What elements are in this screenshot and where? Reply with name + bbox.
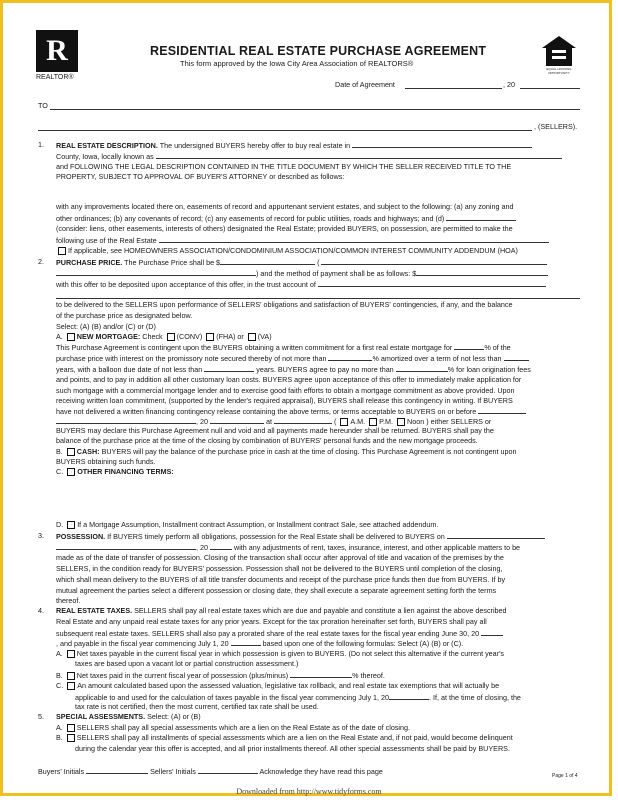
sellers-initials-field[interactable] xyxy=(198,766,258,774)
download-watermark[interactable]: Downloaded from http://www.tidyforms.com xyxy=(236,787,382,796)
purchase-price-words-field[interactable] xyxy=(321,257,547,265)
section-4-heading: REAL ESTATE TAXES. xyxy=(56,606,133,615)
am-checkbox[interactable] xyxy=(340,418,348,426)
section-3-line-1: POSSESSION. If BUYERS timely perform all obligations, possession for the Real Estate shall be delivered to BUYERS on xyxy=(56,531,545,542)
date-year-field[interactable] xyxy=(520,88,580,89)
other-subject-field[interactable] xyxy=(446,213,516,221)
document-subtitle: This form approved by the Iowa City Area Association of REALTORS® xyxy=(180,59,414,68)
section-1-line-5: with any improvements located there on, easements of record and appurtenant servient estates, and subject to the following: (a) any zoning and xyxy=(56,202,514,211)
section-4-line-4: , and payable in the fiscal year commencing July 1, 20 based upon one of the following formulas: Select (A) (B) or (C). xyxy=(56,639,464,648)
sellers-label: , (SELLERS). xyxy=(534,122,578,131)
section-4a-line-2: taxes are based upon a vacant lot or partial construction assessment.) xyxy=(75,659,299,668)
section-2a-line-6: receiving written loan commitment, (supported by the lender's required appraisal), BUYERS shall release this contingency in writing. If BUYERS xyxy=(56,396,513,405)
trust-account-cont-field[interactable] xyxy=(56,298,580,299)
tax-option-b-checkbox[interactable] xyxy=(67,672,75,680)
section-3-line-7: thereof. xyxy=(56,596,81,605)
tax-option-a-checkbox[interactable] xyxy=(67,650,75,658)
section-5b-line-2: during the calendar year this offer is accepted, and all prior installments thereof. All other special assessments shall be paid by BUYERS. xyxy=(75,744,510,753)
release-date-field[interactable] xyxy=(478,406,526,414)
section-3-line-3: made as of the date of transfer of possession. Closing of the transaction shall occur after approval of title and vacation of the premises by the xyxy=(56,553,504,562)
section-2d-line: D. If a Mortgage Assumption, Installment contract Assumption, or Installment contract Sale, see attached addendum. xyxy=(56,520,439,529)
cash-checkbox[interactable] xyxy=(67,448,75,456)
section-2a-line-9: BUYERS may declare this Purchase Agreement null and void and all payments made hereunder shall be returned. BUYERS shall pay the xyxy=(56,426,494,435)
tax-percent-field[interactable] xyxy=(290,670,352,678)
conv-checkbox[interactable] xyxy=(167,333,175,341)
buyers-initials-field[interactable] xyxy=(86,766,148,774)
section-5-line-1: SPECIAL ASSESSMENTS. Select: (A) or (B) xyxy=(56,712,201,721)
section-5a-line: A. SELLERS shall pay all special assessments which are a lien on the Real Estate as of the date of closing. xyxy=(56,723,411,732)
section-2-line-6: Select: (A) (B) and/or (C) or (D) xyxy=(56,322,156,331)
section-2c-line: C. OTHER FINANCING TERMS: xyxy=(56,467,174,476)
hoa-checkbox[interactable] xyxy=(58,247,66,255)
locally-known-field[interactable] xyxy=(156,151,562,159)
section-4c-line-1: C. An amount calculated based upon the assessed valuation, legislative tax rollback, and real estate tax exemptions that will actually be xyxy=(56,681,500,690)
noon-checkbox[interactable] xyxy=(397,418,405,426)
section-3-number: 3. xyxy=(38,531,44,540)
release-year-field[interactable] xyxy=(210,416,264,424)
section-2a-line-4: and points, and to pay in addition all other customary loan costs. BUYERS agree upon acceptance of this offer to immediately make application for xyxy=(56,375,522,384)
equal-housing-icon xyxy=(540,34,578,68)
section-1-line-3: and FOLLOWING THE LEGAL DESCRIPTION CONTAINED IN THE TITLE DOCUMENT BY WHICH THE SELLER RECEIVED TITLE TO THE xyxy=(56,162,512,171)
section-4c-line-2: applicable to and used for the calculation of taxes payable in the fiscal year commencing July 1, 20 . If, at the time of closing, the xyxy=(75,693,521,702)
date-label: Date of Agreement xyxy=(335,80,395,89)
section-2-number: 2. xyxy=(38,257,44,266)
possession-date-field[interactable] xyxy=(447,531,545,539)
assumption-checkbox[interactable] xyxy=(67,521,75,529)
purchase-price-field[interactable] xyxy=(220,257,315,265)
section-1-heading: REAL ESTATE DESCRIPTION. xyxy=(56,141,158,150)
release-date-cont-field[interactable] xyxy=(56,416,196,424)
section-1-line-2: County, Iowa, locally known as xyxy=(56,151,562,162)
section-1-number: 1. xyxy=(38,140,44,149)
other-financing-checkbox[interactable] xyxy=(67,468,75,476)
section-2a-line-5: such mortgage with a commercial mortgage lender and to exercise good faith efforts to obtain a mortgage commitment as above provided. Upon xyxy=(56,386,515,395)
initials-line: Buyers' Initials Sellers' Initials Acknowledge they have read this page xyxy=(38,767,383,776)
section-2-line-3: with this offer to be deposited upon acceptance of this offer, in the trust account of xyxy=(56,279,546,290)
section-4c-line-3: tax rate is not certified, then the most current, certified tax rate shall be used. xyxy=(75,702,319,711)
earnest-money-field[interactable] xyxy=(416,268,548,276)
section-5-number: 5. xyxy=(38,712,44,721)
section-4-line-2: Real Estate and any unpaid real estate taxes for any prior years. Except for the tax proration hereinafter set forth, BUYERS shall pay all xyxy=(56,617,487,626)
date-field[interactable] xyxy=(405,88,502,89)
section-2a-line-7: have not delivered a written financing contingency release containing the above terms, or terms acceptable to BUYERS on or before xyxy=(56,406,526,417)
section-1-line-4: PROPERTY, SUBJECT TO APPROVAL OF BUYER'S ATTORNEY or described as follows: xyxy=(56,172,345,181)
section-2a-line: A. NEW MORTGAGE: Check (CONV) (FHA) or (VA) xyxy=(56,332,272,341)
realtor-logo xyxy=(36,30,78,72)
section-3-line-4: SELLERS, in the condition ready for BUYERS' possession. Possession shall not be delivered to the BUYERS until completion of the closing, xyxy=(56,564,503,573)
possession-date-cont-field[interactable] xyxy=(56,542,196,550)
section-5-heading: SPECIAL ASSESSMENTS. xyxy=(56,712,146,721)
section-5b-line-1: B. SELLERS shall pay all installments of special assessments which are a lien on the Real Estate and, if not paid, would become delinquent xyxy=(56,733,513,742)
assessment-option-b-checkbox[interactable] xyxy=(67,734,75,742)
realtor-logo-letter: R xyxy=(46,34,68,67)
section-1-line-7: (consider: liens, other easements, interests of others) designated the Real Estate; provided BUYERS, on possession, are permitted to make the xyxy=(56,224,513,233)
pm-checkbox[interactable] xyxy=(369,418,377,426)
tax-option-c-checkbox[interactable] xyxy=(67,682,75,690)
tax-year-start-field[interactable] xyxy=(231,638,261,646)
section-2a-line-8: , 20 at ( A.M. P.M. Noon ) either SELLERS or xyxy=(56,416,491,427)
origination-fee-field[interactable] xyxy=(396,364,448,372)
interest-rate-field[interactable] xyxy=(328,353,372,361)
section-2a-line-3: years, with a balloon due date of not less than years. BUYERS agree to pay no more than % for loan origination fees xyxy=(56,365,531,374)
to-label: TO xyxy=(38,101,48,110)
section-1-line-1: REAL ESTATE DESCRIPTION. The undersigned BUYERS hereby offer to buy real estate in xyxy=(56,140,532,151)
release-time-field[interactable] xyxy=(274,416,332,424)
term-field[interactable] xyxy=(504,353,529,361)
section-2a-line-2: purchase price with interest on the promissory note secured thereby of not more than % amortized over a term of not less than xyxy=(56,353,529,364)
trust-account-field[interactable] xyxy=(318,279,546,287)
section-4-line-3: subsequent real estate taxes. SELLERS shall also pay a prorated share of the real estate taxes for the fiscal year ending June 30, 20 xyxy=(56,628,503,639)
page-number: Page 1 of 4 xyxy=(552,773,578,779)
section-2-line-2: ) and the method of payment shall be as follows: $ xyxy=(56,268,548,279)
tax-year-end-field[interactable] xyxy=(481,628,503,636)
new-mortgage-checkbox[interactable] xyxy=(67,333,75,341)
section-2b-line-2: BUYERS obtaining such funds. xyxy=(56,457,156,466)
section-2a-line-1: This Purchase Agreement is contingent upon the BUYERS obtaining a written commitment for a first real estate mortgage for % of the xyxy=(56,343,511,352)
possession-year-field[interactable] xyxy=(210,542,232,550)
fha-checkbox[interactable] xyxy=(206,333,214,341)
assessment-option-a-checkbox[interactable] xyxy=(67,724,75,732)
section-4-number: 4. xyxy=(38,606,44,615)
section-4a-line-1: A. Net taxes payable in the current fiscal year in which possession is given to BUYERS. (Do not select this alternative if the current year's xyxy=(56,649,505,658)
section-1-line-8: following use of the Real Estate xyxy=(56,235,549,246)
section-1-line-6: other ordinances; (b) any covenants of record; (c) any easements of record for public utilities, roads and highways; and (d) xyxy=(56,213,516,224)
section-2-heading: PURCHASE PRICE. xyxy=(56,258,123,267)
section-2b-line-1: B. CASH: BUYERS will pay the balance of the purchase price in cash at the time of closing. This Purchase Agreement is not contingent upon xyxy=(56,447,517,456)
mortgage-percent-field[interactable] xyxy=(454,342,484,350)
date-year-label: , 20 xyxy=(503,80,515,89)
equal-housing-label: EQUAL HOUSING OPPORTUNITY xyxy=(546,67,572,75)
purchase-price-words-cont-field[interactable] xyxy=(56,268,256,276)
use-of-real-estate-field[interactable] xyxy=(159,235,549,243)
tax-calc-year-field[interactable] xyxy=(389,692,429,700)
section-2-line-4: to be delivered to the SELLERS upon performance of SELLERS' obligations and satisfaction of BUYERS' contingencies, if any, and the balance xyxy=(56,300,513,309)
realtor-logo-label: REALTOR® xyxy=(36,74,74,81)
section-4-line-1: REAL ESTATE TAXES. SELLERS shall pay all real estate taxes which are due and payable and constitute a lien against the above described xyxy=(56,606,507,615)
section-2-line-5: of the purchase price as designated below. xyxy=(56,311,193,320)
section-4b-line: B. Net taxes paid in the current fiscal year of possession (plus/minus) % thereof. xyxy=(56,671,385,680)
document-title: RESIDENTIAL REAL ESTATE PURCHASE AGREEMENT xyxy=(150,44,487,58)
section-3-line-5: which shall mean delivery to the BUYERS of all title transfer documents and receipt of the purchase price funds then due from BUYERS. If by xyxy=(56,575,506,584)
section-2a-line-10: balance of the purchase price at the time of the closing by combination of BUYERS' personal funds and the new mortgage proceeds. xyxy=(56,436,478,445)
to-field[interactable] xyxy=(50,109,580,110)
section-3-heading: POSSESSION. xyxy=(56,532,106,541)
sellers-field[interactable] xyxy=(38,130,532,131)
section-1-line-9: If applicable, see HOMEOWNERS ASSOCIATION/CONDOMINIUM ASSOCIATION/COMMON INTEREST COMMUNITY ADDENDUM (HOA) xyxy=(56,246,518,256)
section-3-line-6: mutual agreement the parties select a different possession or closing date, they shall execute a separate agreement setting forth the terms xyxy=(56,586,497,595)
county-field[interactable] xyxy=(352,140,532,148)
section-3-line-2: , 20 with any adjustments of rent, taxes, insurance, interest, and other applicable matters to be xyxy=(56,542,520,553)
balloon-field[interactable] xyxy=(204,364,254,372)
section-2-line-1: PURCHASE PRICE. The Purchase Price shall be $ ( xyxy=(56,257,547,268)
va-checkbox[interactable] xyxy=(248,333,256,341)
